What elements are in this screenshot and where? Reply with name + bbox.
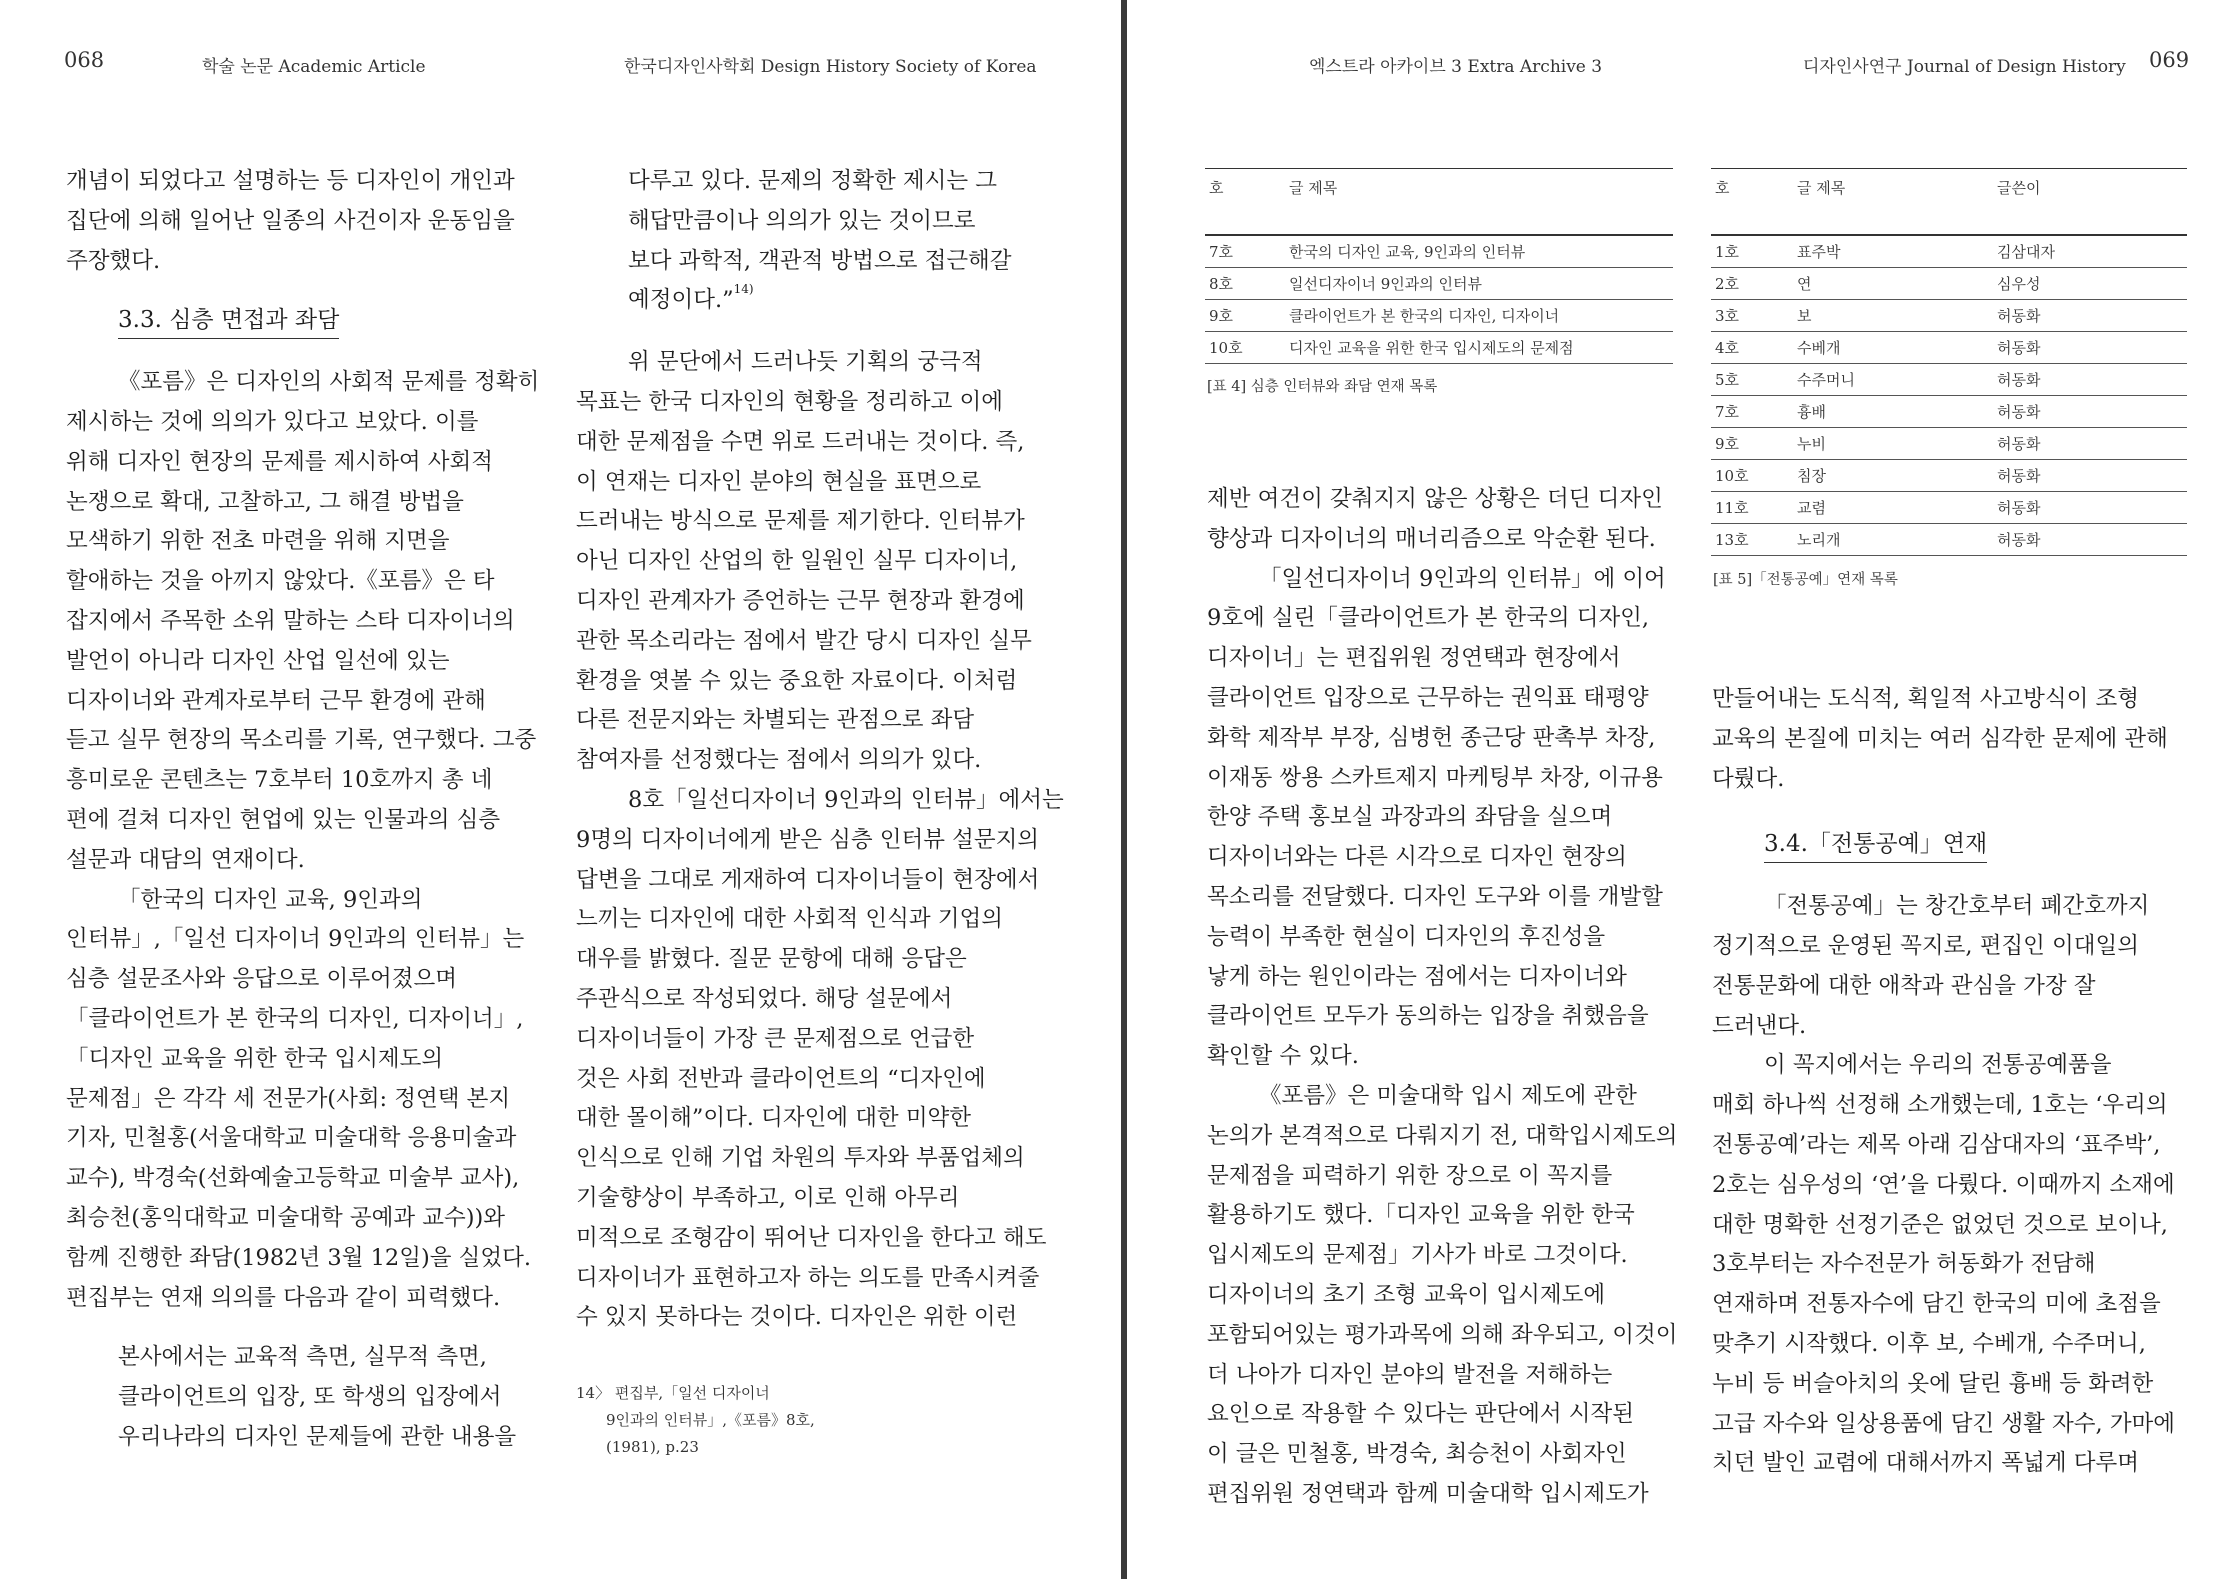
text-line: 화학 제작부 부장, 심병헌 종근당 판촉부 차장,	[1207, 724, 1656, 751]
paragraph	[576, 781, 1064, 1338]
text-line: (1981), p.23	[606, 1438, 699, 1457]
text-line: 9명의 디자이너에게 받은 심층 인터뷰 설문지의	[576, 826, 1040, 853]
text-line: 다른 전문지와는 차별되는 관점으로 좌담	[576, 707, 975, 734]
text-line: 2호는 심우성의 ‘연’을 다뤘다. 이때까지 소재에	[1712, 1171, 2175, 1198]
table-cell: 허동화	[1993, 428, 2187, 460]
text-line: 흥미로운 콘텐츠는 7호부터 10호까지 총 네	[66, 767, 493, 794]
left-page-number: 068	[64, 48, 105, 72]
table-header-cell: 글 제목	[1285, 169, 1673, 236]
left-society-label: 한국디자인사학회 Design History Society of Korea	[624, 57, 1037, 77]
text-line: 문제점을 피력하기 위한 장으로 이 꼭지를	[1207, 1162, 1613, 1189]
text-line: 느끼는 디자인에 대한 사회적 인식과 기업의	[576, 906, 1003, 933]
text-line: 매회 하나씩 선정해 소개했는데, 1호는 ‘우리의	[1712, 1092, 2168, 1119]
table-cell: 허동화	[1993, 460, 2187, 492]
text-line: 누비 등 버슬아치의 옷에 달린 흉배 등 화려한	[1712, 1370, 2154, 1397]
table-cell: 침장	[1793, 460, 1993, 492]
text-line: 기자, 민철홍(서울대학교 미술대학 응용미술과	[66, 1125, 517, 1152]
text-line: 답변을 그대로 게재하여 디자이너들이 현장에서	[576, 866, 1040, 893]
table-cell: 7호	[1205, 235, 1285, 268]
table-row	[1205, 235, 1673, 268]
text-line: 「클라이언트가 본 한국의 디자인, 디자이너」,	[66, 1005, 524, 1032]
text-line: 해답만큼이나 의의가 있는 것이므로	[628, 207, 976, 234]
table-row	[1711, 268, 2187, 300]
text-line: 대한 몰이해”이다. 디자인에 대한 미약한	[576, 1105, 972, 1132]
text-line: 이 글은 민철홍, 박경숙, 최승천이 사회자인	[1207, 1441, 1627, 1468]
text-line: 심층 설문조사와 응답으로 이루어졌으며	[66, 966, 457, 993]
text-line: 입시제도의 문제점」기사가 바로 그것이다.	[1207, 1242, 1628, 1269]
text-line: 디자이너들이 가장 큰 문제점으로 언급한	[576, 1025, 975, 1052]
text-line: 활용하기도 했다.「디자인 교육을 위한 한국	[1207, 1202, 1635, 1229]
column-1	[66, 162, 540, 1458]
text-line: 본사에서는 교육적 측면, 실무적 측면,	[118, 1344, 487, 1371]
text-line: 환경을 엿볼 수 있는 중요한 자료이다. 이처럼	[576, 667, 1018, 694]
table-cell: 한국의 디자인 교육, 9인과의 인터뷰	[1285, 235, 1673, 268]
text-line: 아닌 디자인 산업의 한 일원인 실무 디자이너,	[576, 548, 1018, 575]
text-line: 관한 목소리라는 점에서 발간 당시 디자인 실무	[576, 627, 1032, 654]
text-line: 디자이너」는 편집위원 정연택과 현장에서	[1207, 645, 1621, 672]
text-line: 「일선디자이너 9인과의 인터뷰」에 이어	[1259, 565, 1666, 592]
footnote-marker: 14)	[733, 282, 754, 297]
text-line: 정기적으로 운영된 꼭지로, 편집인 이대일의	[1712, 932, 2139, 959]
table-cell: 13호	[1711, 524, 1793, 556]
text-line: 설문과 대담의 연재이다.	[66, 846, 305, 873]
text-line: 한양 주택 홍보실 과장과의 좌담을 실으며	[1207, 804, 1613, 831]
text-line: 목소리를 전달했다. 디자인 도구와 이를 개발할	[1207, 883, 1663, 910]
table-cell: 흉배	[1793, 396, 1993, 428]
table-row	[1205, 332, 1673, 364]
table-cell: 누비	[1793, 428, 1993, 460]
paragraph	[1712, 680, 2192, 799]
text-line: 디자인 관계자가 증언하는 근무 현장과 환경에	[576, 587, 1025, 614]
text-line: 요인으로 작용할 수 있다는 판단에서 시작된	[1207, 1401, 1634, 1428]
text-line: 디자이너의 초기 조형 교육이 입시제도에	[1207, 1281, 1606, 1308]
text-line: 이 꼭지에서는 우리의 전통공예품을	[1764, 1052, 2112, 1079]
table-cell: 허동화	[1993, 492, 2187, 524]
table-row	[1205, 300, 1673, 332]
text-line: 미적으로 조형감이 뛰어난 디자인을 한다고 해도	[576, 1224, 1047, 1251]
text-line: 대한 문제점을 수면 위로 드러내는 것이다. 즉,	[576, 428, 1025, 455]
table-header-cell: 호	[1711, 169, 1793, 236]
text-line: 주관식으로 작성되었다. 해당 설문에서	[576, 985, 953, 1012]
text-line: 것은 사회 전반과 클라이언트의 “디자인에	[576, 1065, 986, 1092]
text-line: 할애하는 것을 아끼지 않았다.《포름》은 타	[66, 568, 495, 595]
paragraph	[1712, 887, 2192, 1046]
text-line: 논의가 본격적으로 다뤄지기 전, 대학입시제도의	[1207, 1122, 1678, 1149]
text-line: 《포름》은 미술대학 입시 제도에 관한	[1259, 1082, 1637, 1109]
text-line: 인터뷰」,「일선 디자이너 9인과의 인터뷰」는	[66, 926, 525, 953]
column-2	[576, 162, 1064, 1461]
text-line: 14〉 편집부,「일선 디자이너	[576, 1384, 770, 1403]
text-line: 제시하는 것에 의의가 있다고 보았다. 이를	[66, 408, 479, 435]
paragraph	[1207, 480, 1687, 560]
table-cell: 수주머니	[1793, 364, 1993, 396]
text-line: 9인과의 인터뷰」,《포름》8호,	[606, 1411, 815, 1430]
paragraph	[1207, 560, 1687, 1077]
table-cell: 심우성	[1993, 268, 2187, 300]
column-4	[1712, 680, 2192, 1484]
table-5-caption: [표 5]「전통공예」연재 목록	[1713, 572, 1898, 588]
table-row	[1711, 235, 2187, 268]
text-line: 이 연재는 디자인 분야의 현실을 표면으로	[576, 468, 982, 495]
table-header-cell: 글쓴이	[1993, 169, 2187, 236]
table-cell: 허동화	[1993, 524, 2187, 556]
text-line: 대우를 밝혔다. 질문 문항에 대해 응답은	[576, 946, 967, 973]
table-cell: 4호	[1711, 332, 1793, 364]
text-line: 이재동 쌍용 스카트제지 마케팅부 차장, 이규용	[1207, 764, 1663, 791]
table-row	[1711, 332, 2187, 364]
table-cell: 9호	[1711, 428, 1793, 460]
table-5-block	[1711, 168, 2187, 556]
text-line: 제반 여건이 갖춰지지 않은 상황은 더딘 디자인	[1207, 486, 1663, 512]
text-line: 모색하기 위한 전초 마련을 위해 지면을	[66, 528, 450, 555]
text-line: 확인할 수 있다.	[1207, 1043, 1359, 1070]
table-cell: 김삼대자	[1993, 235, 2187, 268]
table-4-block	[1205, 168, 1673, 364]
table-4	[1205, 168, 1673, 364]
text-line: 잡지에서 주목한 소위 말하는 스타 디자이너의	[66, 607, 515, 634]
text-line: 치던 발인 교렴에 대해서까지 폭넓게 다루며	[1712, 1450, 2139, 1477]
table-cell: 5호	[1711, 364, 1793, 396]
text-line: 수 있지 못하다는 것이다. 디자인은 위한 이런	[576, 1304, 1018, 1331]
table-cell: 2호	[1711, 268, 1793, 300]
right-journal-label: 디자인사연구 Journal of Design History	[1803, 57, 2126, 77]
text-line: 대한 명확한 선정기준은 없었던 것으로 보이나,	[1712, 1211, 2168, 1238]
table-row	[1711, 492, 2187, 524]
text-line: 디자이너와는 다른 시각으로 디자인 현장의	[1207, 844, 1627, 871]
column-3	[1207, 480, 1687, 1515]
table-cell: 11호	[1711, 492, 1793, 524]
footnote-14	[576, 1380, 1046, 1461]
table-header-cell: 글 제목	[1793, 169, 1993, 236]
table-cell: 9호	[1205, 300, 1285, 332]
text-line: 개념이 되었다고 설명하는 등 디자인이 개인과	[66, 168, 515, 194]
text-line: 능력이 부족한 현실이 디자인의 후진성을	[1207, 923, 1606, 950]
text-line: 고급 자수와 일상용품에 담긴 생활 자수, 가마에	[1712, 1410, 2176, 1437]
text-line: 목표는 한국 디자인의 현황을 정리하고 이에	[576, 388, 1003, 415]
text-line: 편에 걸쳐 디자인 현업에 있는 인물과의 심층	[66, 806, 501, 833]
text-line: 교수), 박경숙(선화예술고등학교 미술부 교사),	[66, 1165, 520, 1192]
table-cell: 일선디자이너 9인과의 인터뷰	[1285, 268, 1673, 300]
paragraph	[576, 343, 1046, 781]
table-row	[1711, 364, 2187, 396]
text-line: 8호「일선디자이너 9인과의 인터뷰」에서는	[628, 786, 1064, 813]
text-line: 듣고 실무 현장의 목소리를 기록, 연구했다. 그중	[66, 727, 537, 754]
text-line: 기술향상이 부족하고, 이로 인해 아무리	[576, 1184, 960, 1211]
table-cell: 1호	[1711, 235, 1793, 268]
table-4-caption: [표 4] 심층 인터뷰와 좌담 연재 목록	[1207, 379, 1438, 395]
text-line: 향상과 디자이너의 매너리즘으로 악순환 된다.	[1207, 525, 1656, 552]
text-line: 낳게 하는 원인이라는 점에서는 디자이너와	[1207, 963, 1627, 990]
text-line: 발언이 아니라 디자인 산업 일선에 있는	[66, 647, 450, 674]
left-section-label: 학술 논문 Academic Article	[202, 57, 426, 77]
paragraph	[66, 881, 536, 1319]
text-line: 편집위원 정연택과 함께 미술대학 입시제도가	[1207, 1480, 1649, 1507]
table-row	[1711, 524, 2187, 556]
table-cell: 3호	[1711, 300, 1793, 332]
block-quote	[66, 1338, 536, 1457]
text-line: 집단에 의해 일어난 일종의 사건이자 운동임을	[66, 207, 515, 234]
text-line: 만들어내는 도식적, 획일적 사고방식이 조형	[1712, 686, 2139, 712]
text-line: 문제점」은 각각 세 전문가(사회: 정연택 본지	[66, 1085, 511, 1112]
text-line: 위 문단에서 드러나듯 기획의 궁극적	[628, 349, 983, 376]
block-quote-continued	[576, 162, 1046, 321]
text-line: 9호에 실린「클라이언트가 본 한국의 디자인,	[1207, 605, 1650, 632]
text-line: 최승천(홍익대학교 미술대학 공예과 교수))와	[66, 1204, 506, 1231]
table-cell: 허동화	[1993, 364, 2187, 396]
text-line: 「한국의 디자인 교육, 9인과의	[118, 886, 423, 913]
text-line: 예정이다.”$^{14)}$	[628, 282, 754, 314]
text-line: 교육의 본질에 미치는 여러 심각한 문제에 관해	[1712, 725, 2168, 752]
text-line: 더 나아가 디자인 분야의 발전을 저해하는	[1207, 1361, 1613, 1388]
text-line: 인식으로 인해 기업 차원의 투자와 부품업체의	[576, 1145, 1025, 1172]
table-cell: 7호	[1711, 396, 1793, 428]
text-line: 《포름》은 디자인의 사회적 문제를 정확히	[118, 369, 540, 396]
table-header-cell: 호	[1205, 169, 1285, 236]
table-cell: 10호	[1205, 332, 1285, 364]
table-cell: 보	[1793, 300, 1993, 332]
right-page	[1127, 0, 2239, 1579]
table-cell: 수베개	[1793, 332, 1993, 364]
text-line: 드러내는 방식으로 문제를 제기한다. 인터뷰가	[576, 508, 1025, 535]
text-line: 드러낸다.	[1712, 1012, 1807, 1039]
text-line: 「전통공예」는 창간호부터 폐간호까지	[1764, 893, 2150, 920]
table-cell: 교렴	[1793, 492, 1993, 524]
text-line: 클라이언트 입장으로 근무하는 권익표 태평양	[1207, 684, 1649, 711]
text-line: 편집부는 연재 의의를 다음과 같이 피력했다.	[66, 1284, 501, 1311]
table-cell: 클라이언트가 본 한국의 디자인, 디자이너	[1285, 300, 1673, 332]
text-line: 디자이너가 표현하고자 하는 의도를 만족시켜줄	[576, 1264, 1040, 1291]
table-cell: 표주박	[1793, 235, 1993, 268]
table-row	[1711, 300, 2187, 332]
text-line: 3호부터는 자수전문가 허동화가 전담해	[1712, 1251, 2096, 1278]
text-line: 전통문화에 대한 애착과 관심을 가장 잘	[1712, 972, 2096, 999]
text-line: 디자이너와 관계자로부터 근무 환경에 관해	[66, 687, 486, 714]
right-series-label: 엑스트라 아카이브 3 Extra Archive 3	[1309, 57, 1603, 77]
text-line: 클라이언트의 입장, 또 학생의 입장에서	[118, 1384, 502, 1411]
section-heading-3-3: 3.3. 심층 면접과 좌담	[118, 302, 339, 339]
text-line: 포함되어있는 평가과목에 의해 좌우되고, 이것이	[1207, 1321, 1678, 1348]
table-5	[1711, 168, 2187, 556]
table-cell: 허동화	[1993, 300, 2187, 332]
table-cell: 허동화	[1993, 332, 2187, 364]
table-cell: 허동화	[1993, 396, 2187, 428]
text-line: 연재하며 전통자수에 담긴 한국의 미에 초점을	[1712, 1291, 2161, 1318]
table-cell: 노리개	[1793, 524, 1993, 556]
text-line: 위해 디자인 현장의 문제를 제시하여 사회적	[66, 448, 493, 475]
text-line: 다뤘다.	[1712, 765, 1785, 792]
text-line: 보다 과학적, 객관적 방법으로 접근해갈	[628, 247, 1012, 274]
paragraph	[1207, 1077, 1687, 1515]
table-cell: 10호	[1711, 460, 1793, 492]
paragraph	[66, 363, 540, 880]
text-line: 「디자인 교육을 위한 한국 입시제도의	[66, 1045, 444, 1072]
text-line: 다루고 있다. 문제의 정확한 제시는 그	[628, 168, 997, 194]
text-line: 우리나라의 디자인 문제들에 관한 내용을	[118, 1423, 517, 1450]
text-line: 논쟁으로 확대, 고찰하고, 그 해결 방법을	[66, 488, 464, 515]
table-row	[1205, 268, 1673, 300]
table-row	[1711, 460, 2187, 492]
table-cell: 디자인 교육을 위한 한국 입시제도의 문제점	[1285, 332, 1673, 364]
text-line: 클라이언트 모두가 동의하는 입장을 취했음을	[1207, 1003, 1649, 1030]
text-line: 주장했다.	[66, 247, 161, 274]
table-cell: 연	[1793, 268, 1993, 300]
table-row	[1711, 396, 2187, 428]
text-line: 함께 진행한 좌담(1982년 3월 12일)을 실었다.	[66, 1244, 531, 1271]
paragraph	[1712, 1046, 2192, 1484]
table-row	[1711, 428, 2187, 460]
text-line: 참여자를 선정했다는 점에서 의의가 있다.	[576, 747, 982, 774]
section-heading-3-4: 3.4.「전통공예」연재	[1764, 826, 1987, 863]
table-cell: 8호	[1205, 268, 1285, 300]
right-page-number: 069	[2149, 48, 2190, 72]
text-line: 맞추기 시작했다. 이후 보, 수베개, 수주머니,	[1712, 1330, 2146, 1357]
text-line: 전통공예’라는 제목 아래 김삼대자의 ‘표주박’,	[1712, 1131, 2161, 1158]
